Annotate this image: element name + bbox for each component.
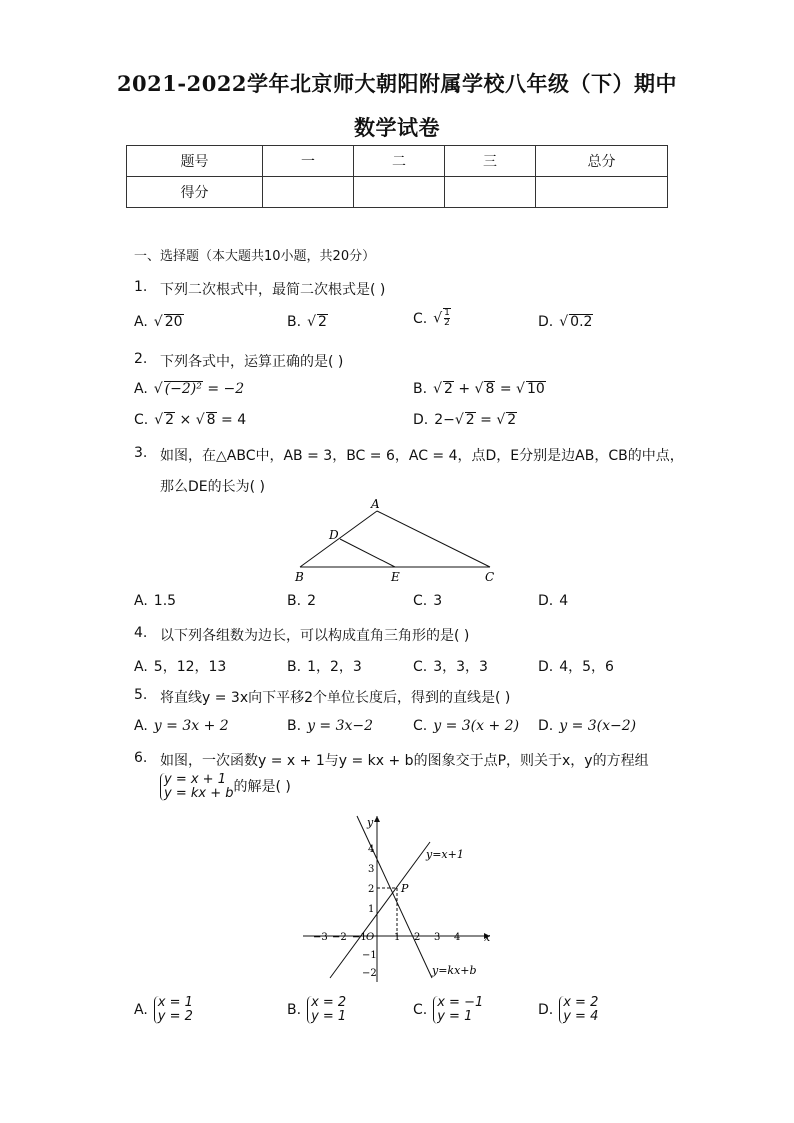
point-label-e: E bbox=[391, 570, 400, 584]
vertex-label-b: B bbox=[295, 570, 304, 584]
option-d[interactable] bbox=[538, 718, 636, 734]
x-tick-label: 4 bbox=[454, 932, 461, 943]
option-value: 2 bbox=[307, 593, 316, 609]
option-equation: y = 4 bbox=[563, 1009, 599, 1024]
option-equation: x = 2 bbox=[311, 995, 347, 1010]
question-number: 5. bbox=[134, 687, 148, 703]
score-cell[interactable] bbox=[263, 177, 354, 208]
option-label: A. bbox=[134, 659, 148, 675]
option-value: 5，12，13 bbox=[153, 659, 227, 675]
option-d[interactable] bbox=[538, 996, 598, 1024]
question-text: 如图，在△ABC中，AB = 3，BC = 6，AC = 4，点D，E分别是边AB，CB的中点， bbox=[160, 448, 684, 464]
question-text: 将直线y = 3x向下平移2个单位长度后，得到的直线是( ) bbox=[160, 690, 511, 706]
x-tick-label: −3 bbox=[313, 932, 328, 943]
score-row-label: 得分 bbox=[127, 177, 263, 208]
option-label: B. bbox=[287, 718, 302, 734]
expression: = −2 bbox=[202, 381, 245, 397]
option-label: A. bbox=[134, 381, 148, 397]
exam-title-line1: 2021-2022学年北京师大朝阳附属学校八年级（下）期中 bbox=[116, 71, 678, 96]
option-value: y = 3x + 2 bbox=[153, 718, 229, 734]
x-tick-label: 2 bbox=[414, 932, 421, 943]
option-value: 4，5，6 bbox=[559, 659, 614, 675]
radicand: 0.2 bbox=[570, 314, 593, 330]
option-label: C. bbox=[413, 593, 428, 609]
origin-label: O bbox=[366, 932, 375, 943]
radicand: 8 bbox=[485, 381, 495, 397]
score-cell[interactable] bbox=[536, 177, 668, 208]
radicand: 2 bbox=[507, 412, 517, 428]
option-value: 3，3，3 bbox=[433, 659, 488, 675]
y-tick-label: 2 bbox=[368, 884, 375, 895]
radicand: 2 bbox=[165, 412, 175, 428]
radicand: 8 bbox=[206, 412, 216, 428]
option-label: A. bbox=[134, 718, 148, 734]
option-label: D. bbox=[538, 659, 554, 675]
option-b[interactable] bbox=[287, 593, 316, 609]
x-tick-label: 1 bbox=[394, 932, 401, 943]
option-a[interactable] bbox=[134, 656, 226, 676]
radicand: (−2)² bbox=[164, 381, 202, 397]
option-label: A. bbox=[134, 593, 148, 609]
option-value: 1，2，3 bbox=[307, 659, 362, 675]
option-label: B. bbox=[287, 314, 302, 330]
option-c[interactable] bbox=[413, 593, 442, 609]
equation-system bbox=[160, 773, 233, 801]
score-header-cell: 二 bbox=[354, 146, 445, 177]
question-number: 4. bbox=[134, 625, 148, 641]
option-label: C. bbox=[413, 659, 428, 675]
question-text: 那么DE的长为( ) bbox=[160, 479, 265, 495]
option-equation: y = 1 bbox=[311, 1009, 347, 1024]
question-number: 3. bbox=[134, 445, 148, 461]
score-cell[interactable] bbox=[445, 177, 536, 208]
score-table bbox=[126, 145, 668, 208]
vertex-label-a: A bbox=[371, 497, 380, 511]
y-tick-label: −2 bbox=[362, 968, 377, 979]
option-b[interactable] bbox=[287, 718, 373, 734]
x-tick-label: −1 bbox=[352, 932, 367, 943]
line-label-2: y=kx+b bbox=[432, 964, 477, 977]
radicand: 2 bbox=[443, 381, 453, 397]
point-label-p: P bbox=[401, 882, 409, 895]
option-c[interactable]: C. √ $\frac{1}{2}$ bbox=[413, 308, 450, 328]
option-label: B. bbox=[287, 659, 302, 675]
y-tick-label: −1 bbox=[362, 950, 377, 961]
option-label: C. bbox=[134, 412, 149, 428]
question-number: 1. bbox=[134, 279, 148, 295]
score-header-cell: 一 bbox=[263, 146, 354, 177]
question-text: 下列各式中，运算正确的是( ) bbox=[160, 354, 344, 370]
question-text: 以下列各组数为边长，可以构成直角三角形的是( ) bbox=[160, 628, 470, 644]
option-a[interactable]: A. √ (−2)² = −2 bbox=[134, 381, 245, 397]
y-tick-label: 3 bbox=[368, 864, 375, 875]
option-label: D. bbox=[538, 1002, 554, 1018]
question-text bbox=[160, 773, 291, 801]
fraction-numerator: 1 bbox=[444, 308, 450, 318]
option-equation: y = 2 bbox=[157, 1009, 193, 1024]
option-b[interactable]: B. √ 2 + √ 8 = √ 10 bbox=[413, 381, 545, 397]
option-value: y = 3(x−2) bbox=[559, 718, 637, 734]
y-axis-label: y bbox=[367, 816, 374, 829]
option-equation: x = 2 bbox=[563, 995, 599, 1010]
coordinate-graph bbox=[300, 812, 500, 990]
option-d[interactable] bbox=[538, 656, 614, 676]
question-number: 6. bbox=[134, 750, 148, 766]
option-label: B. bbox=[287, 593, 302, 609]
score-header-cell: 三 bbox=[445, 146, 536, 177]
segment-de bbox=[340, 539, 395, 567]
equation: y = kx + b bbox=[164, 786, 234, 801]
question-text-tail: 的解是( ) bbox=[233, 779, 291, 795]
option-label: D. bbox=[538, 718, 554, 734]
triangle-figure bbox=[285, 495, 505, 587]
option-b[interactable]: B. √ 2 bbox=[287, 314, 327, 330]
question-text: 如图，一次函数y = x + 1与y = kx + b的图象交于点P，则关于x，y的方程组 bbox=[160, 753, 649, 769]
option-c[interactable] bbox=[413, 996, 483, 1024]
question-text: 下列二次根式中，最简二次根式是( ) bbox=[160, 282, 386, 298]
option-label: D. bbox=[538, 593, 554, 609]
option-label: C. bbox=[413, 1002, 428, 1018]
radicand: 10 bbox=[526, 381, 545, 397]
radicand: 2 bbox=[317, 314, 327, 330]
option-label: D. bbox=[538, 314, 554, 330]
fraction-denominator: 2 bbox=[444, 318, 450, 328]
question-number: 2. bbox=[134, 351, 148, 367]
side-ac bbox=[377, 511, 490, 567]
exam-title-line2: 数学试卷 bbox=[354, 115, 440, 140]
vertex-label-c: C bbox=[485, 570, 495, 584]
x-tick-label: −2 bbox=[332, 932, 347, 943]
option-value: 4 bbox=[559, 593, 569, 609]
x-tick-label: 3 bbox=[434, 932, 441, 943]
option-equation: y = 1 bbox=[437, 1009, 473, 1024]
option-a[interactable] bbox=[134, 718, 229, 734]
option-c[interactable]: C. √ 2 × √ 8 = 4 bbox=[134, 412, 247, 428]
expression: 2− bbox=[434, 412, 455, 428]
score-header-cell: 题号 bbox=[127, 146, 263, 177]
expression: = 4 bbox=[216, 412, 247, 428]
score-cell[interactable] bbox=[354, 177, 445, 208]
point-label-d: D bbox=[329, 528, 339, 542]
option-label: D. bbox=[413, 412, 429, 428]
y-tick-label: 1 bbox=[368, 904, 375, 915]
score-table-score-row bbox=[127, 177, 668, 208]
option-a[interactable] bbox=[134, 593, 176, 609]
option-label: A. bbox=[134, 1002, 148, 1018]
option-a[interactable]: A. √ 20 bbox=[134, 314, 183, 330]
option-label: C. bbox=[413, 718, 428, 734]
option-label: B. bbox=[287, 1002, 302, 1018]
option-equation: x = −1 bbox=[437, 995, 484, 1010]
option-b[interactable] bbox=[287, 996, 346, 1024]
option-value: 3 bbox=[433, 593, 443, 609]
option-value: y = 3x−2 bbox=[307, 718, 374, 734]
option-label: B. bbox=[413, 381, 428, 397]
option-equation: x = 1 bbox=[157, 995, 193, 1010]
option-b[interactable] bbox=[287, 656, 362, 676]
option-c[interactable] bbox=[413, 656, 488, 676]
score-table-header-row bbox=[127, 146, 668, 177]
equation: y = x + 1 bbox=[164, 772, 226, 787]
line-y-x-plus-1 bbox=[330, 842, 430, 978]
x-axis-label: x bbox=[484, 931, 491, 944]
option-value: 1.5 bbox=[153, 593, 177, 609]
option-d[interactable] bbox=[538, 593, 568, 609]
line-label-1: y=x+1 bbox=[426, 848, 464, 861]
option-label: A. bbox=[134, 314, 148, 330]
option-d[interactable]: D. √ 0.2 bbox=[538, 314, 593, 330]
radicand: 20 bbox=[164, 314, 183, 330]
option-d[interactable]: D. 2−√ 2 = √ 2 bbox=[413, 412, 517, 428]
option-a[interactable] bbox=[134, 996, 193, 1024]
radicand: 2 bbox=[465, 412, 475, 428]
score-header-cell: 总分 bbox=[536, 146, 668, 177]
y-tick-label: 4 bbox=[368, 844, 375, 855]
option-c[interactable] bbox=[413, 718, 519, 734]
section-heading: 一、选择题（本大题共10小题，共20分） bbox=[134, 249, 376, 264]
y-axis-arrow bbox=[374, 816, 380, 822]
option-label: C. bbox=[413, 310, 428, 327]
option-value: y = 3(x + 2) bbox=[433, 718, 520, 734]
